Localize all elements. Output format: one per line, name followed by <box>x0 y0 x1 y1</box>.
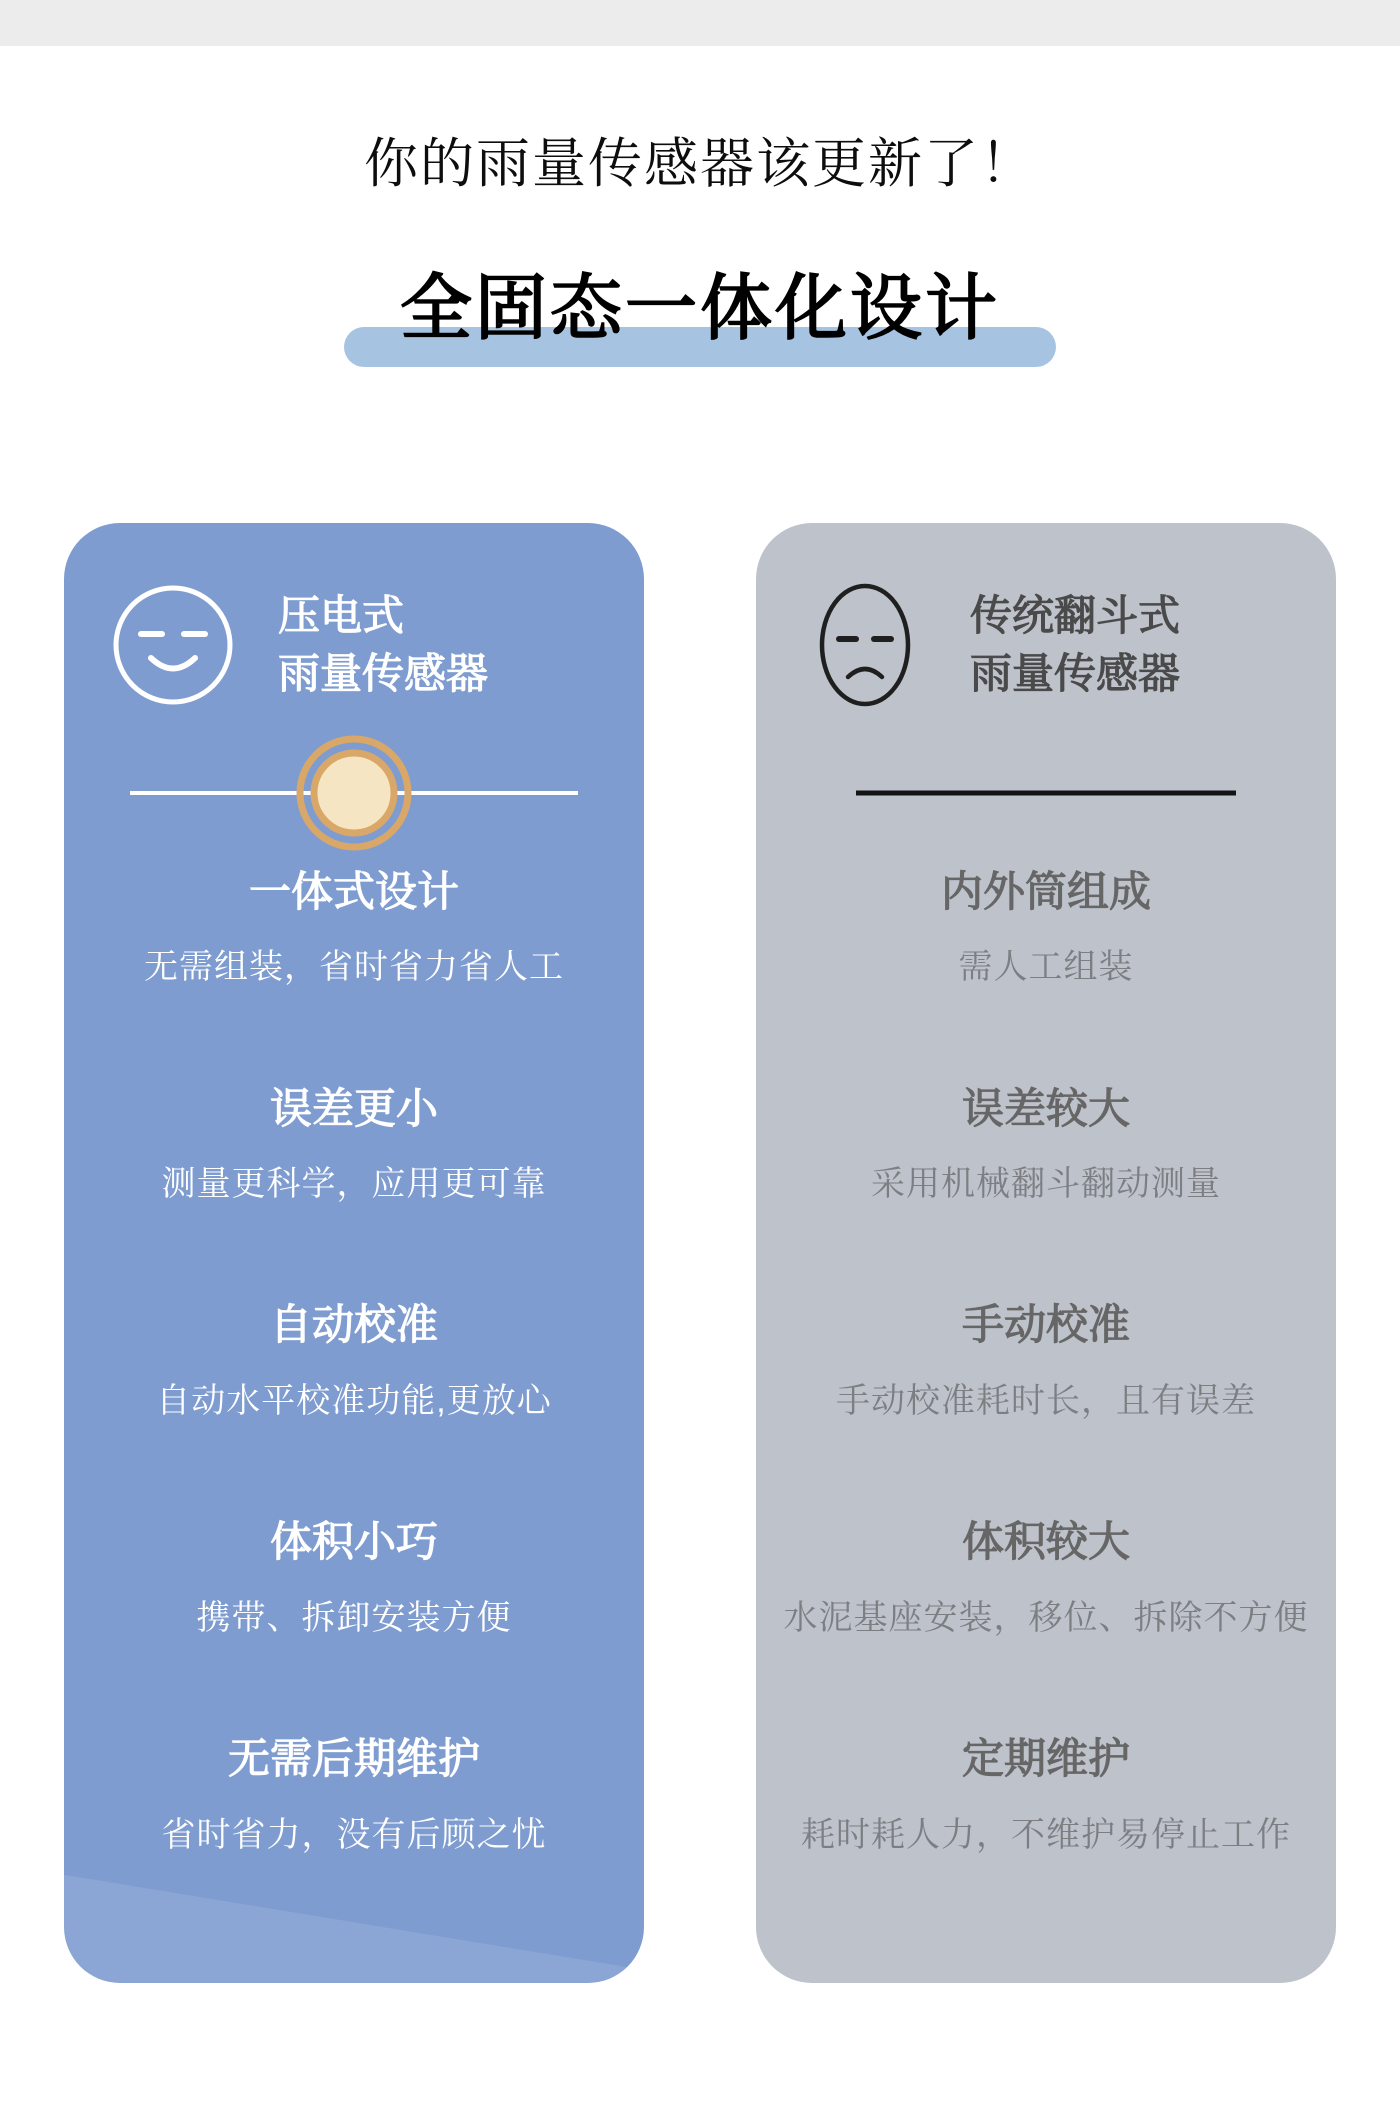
feature-title: 内外筒组成 <box>940 867 1151 915</box>
feature-item <box>756 1082 1336 1207</box>
feature-item <box>64 1298 644 1423</box>
page-subtitle: 全固态一体化设计 <box>399 268 1000 349</box>
left-feature-list <box>64 865 644 1857</box>
feature-title: 手动校准 <box>961 1301 1130 1349</box>
tipping-bucket-card-title <box>970 587 1180 703</box>
right-feature-list <box>756 865 1336 1857</box>
page-subtitle-block <box>0 267 1400 351</box>
feature-item <box>64 865 644 990</box>
feature-title: 一体式设计 <box>248 867 459 915</box>
feature-item <box>756 1298 1336 1423</box>
card-title-line2: 雨量传感器 <box>970 649 1181 697</box>
divider-ornament-circle <box>295 734 413 852</box>
divider-line <box>856 790 1236 795</box>
feature-title: 误差更小 <box>269 1084 438 1132</box>
feature-desc: 携带、拆卸安装方便 <box>196 1598 512 1637</box>
feature-title: 定期维护 <box>961 1734 1130 1782</box>
feature-item <box>64 1732 644 1857</box>
comparison-cards <box>0 523 1400 1983</box>
tipping-bucket-card <box>756 523 1336 1983</box>
sad-face-icon <box>804 583 926 707</box>
card-title-line1: 传统翻斗式 <box>970 591 1181 639</box>
feature-title: 自动校准 <box>269 1301 438 1349</box>
piezoelectric-card <box>64 523 644 1983</box>
feature-desc: 水泥基座安装，移位、拆除不方便 <box>783 1598 1309 1637</box>
piezoelectric-card-title <box>278 587 488 703</box>
feature-desc: 省时省力，没有后顾之忧 <box>161 1815 547 1854</box>
feature-title: 体积较大 <box>961 1518 1130 1566</box>
feature-desc: 耗时耗人力，不维护易停止工作 <box>801 1815 1291 1854</box>
tipping-bucket-card-header <box>804 583 1336 707</box>
feature-item <box>64 1515 644 1640</box>
card-title-line2: 雨量传感器 <box>278 649 489 697</box>
feature-title: 误差较大 <box>961 1084 1130 1132</box>
feature-title: 无需后期维护 <box>227 1734 480 1782</box>
top-strip <box>0 0 1400 46</box>
right-divider <box>756 731 1336 855</box>
feature-desc: 自动水平校准功能,更放心 <box>156 1381 552 1420</box>
left-divider <box>64 731 644 855</box>
feature-desc: 采用机械翻斗翻动测量 <box>871 1165 1221 1204</box>
feature-title: 体积小巧 <box>269 1518 438 1566</box>
feature-desc: 无需组装，省时省力省人工 <box>144 948 564 987</box>
feature-desc: 需人工组装 <box>958 948 1134 987</box>
feature-item <box>756 1515 1336 1640</box>
card-title-line1: 压电式 <box>278 591 405 639</box>
feature-item <box>64 1082 644 1207</box>
happy-face-icon <box>112 583 234 707</box>
piezoelectric-card-header <box>112 583 644 707</box>
feature-item <box>756 865 1336 990</box>
feature-item <box>756 1732 1336 1857</box>
page-title: 你的雨量传感器该更新了！ <box>364 134 1036 194</box>
feature-desc: 测量更科学，应用更可靠 <box>161 1165 547 1204</box>
feature-desc: 手动校准耗时长，且有误差 <box>836 1381 1256 1420</box>
card-bottom-sheen <box>64 1875 644 1983</box>
